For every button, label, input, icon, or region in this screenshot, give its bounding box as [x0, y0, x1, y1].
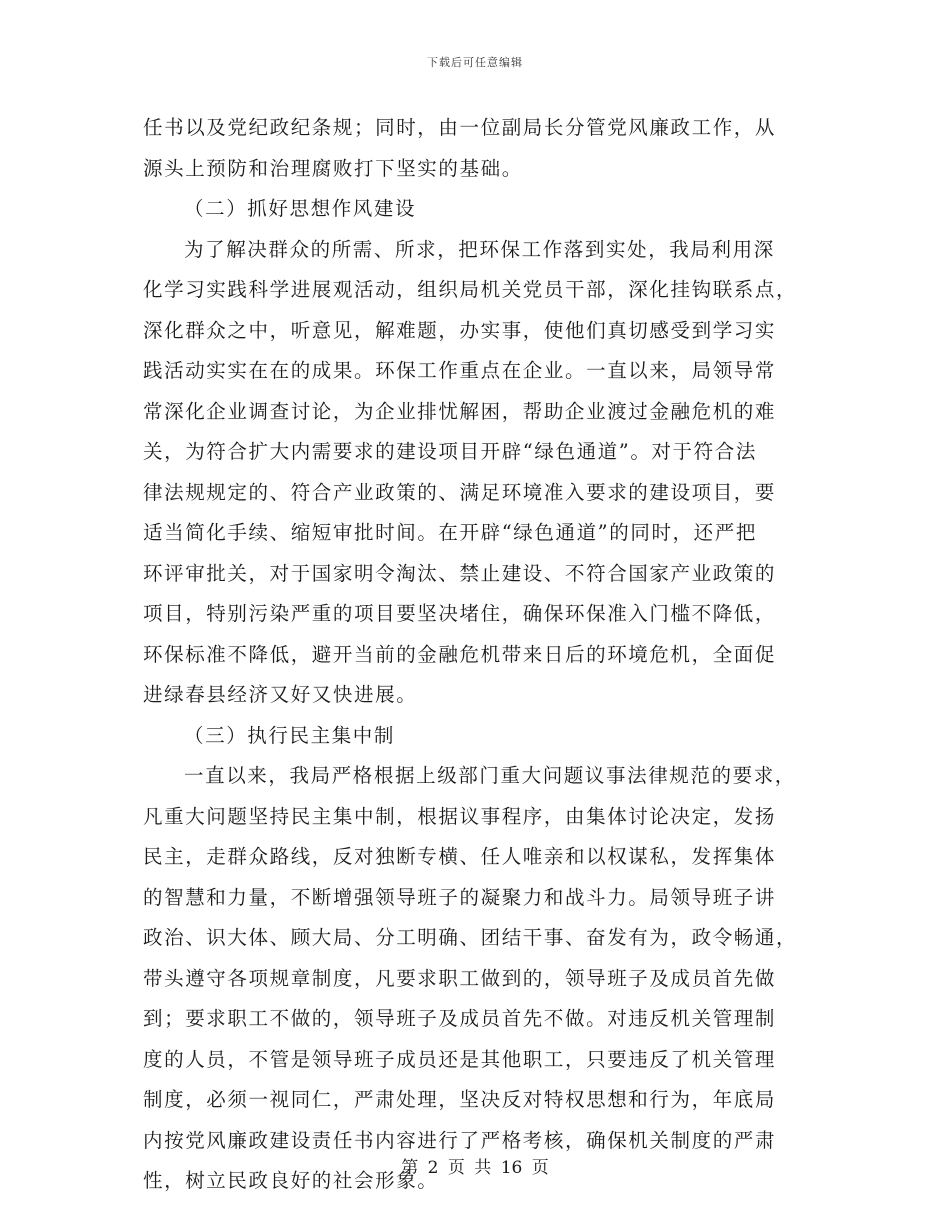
text-line: 律法规规定的、符合产业政策的、满足环境准入要求的建设项目，要	[143, 480, 777, 504]
text-line: 制度，必须一视同仁，严肃处理，坚决反对特权思想和行为，年底局	[143, 1088, 777, 1111]
text-line: 源头上预防和治理腐败打下坚实的基础。	[143, 156, 523, 180]
text-line: 常深化企业调查讨论，为企业排忧解困，帮助企业渡过金融危机的难	[143, 399, 777, 423]
text-line: 一直以来，我局严格根据上级部门重大问题议事法律规范的要求，	[184, 764, 796, 787]
text-line: 适当简化手续、缩短审批时间。在开辟“绿色通道”的同时，还严把	[143, 521, 757, 544]
text-line: 进绿春县经济又好又快进展。	[143, 683, 418, 706]
text-line: 关，为符合扩大内需要求的建设项目开辟“绿色通道”。对于符合法	[143, 440, 757, 463]
text-line: 的智慧和力量，不断增强领导班子的凝聚力和战斗力。局领导班子讲	[143, 885, 777, 909]
text-line: 任书以及党纪政纪条规；同时，由一位副局长分管党风廉政工作，从	[143, 116, 777, 139]
header-note: 下载后可任意编辑	[427, 56, 523, 69]
text-line: 政治、识大体、顾大局、分工明确、团结干事、奋发有为，政令畅通，	[143, 926, 798, 949]
text-line: 民主，走群众路线，反对独断专横、任人唯亲和以权谋私，发挥集体	[143, 845, 777, 868]
page-number-footer: 第 2 页 共 16 页	[401, 1158, 549, 1178]
text-line: 项目，特别污染严重的项目要坚决堵住，确保环保准入门槛不降低，	[143, 602, 777, 625]
text-line: 带头遵守各项规章制度，凡要求职工做到的，领导班子及成员首先做	[143, 966, 777, 990]
text-line: 到；要求职工不做的，领导班子及成员首先不做。对违反机关管理制	[143, 1007, 777, 1030]
section-heading: （二）抓好思想作风建设	[184, 197, 417, 220]
text-line: 度的人员，不管是领导班子成员还是其他职工，只要违反了机关管理	[143, 1047, 777, 1071]
text-line: 化学习实践科学进展观活动，组织局机关党员干部，深化挂钩联系点，	[143, 278, 798, 301]
text-line: 环保标准不降低，避开当前的金融危机带来日后的环境危机，全面促	[143, 642, 777, 666]
text-line: 性，树立民政良好的社会形象。	[143, 1169, 439, 1192]
text-line: 环评审批关，对于国家明令淘汰、禁止建设、不符合国家产业政策的	[143, 561, 777, 585]
text-line: 凡重大问题坚持民主集中制，根据议事程序，由集体讨论决定，发扬	[143, 804, 777, 828]
document-body	[143, 108, 811, 1202]
section-heading: （三）执行民主集中制	[184, 723, 396, 747]
text-line: 内按党风廉政建设责任书内容进行了严格考核，确保机关制度的严肃	[143, 1128, 777, 1152]
text-line: 为了解决群众的所需、所求，把环保工作落到实处，我局利用深	[184, 237, 775, 261]
text-line: 践活动实实在在的成果。环保工作重点在企业。一直以来，局领导常	[143, 359, 777, 382]
text-line: 深化群众之中，听意见，解难题，办实事，使他们真切感受到学习实	[143, 318, 777, 342]
